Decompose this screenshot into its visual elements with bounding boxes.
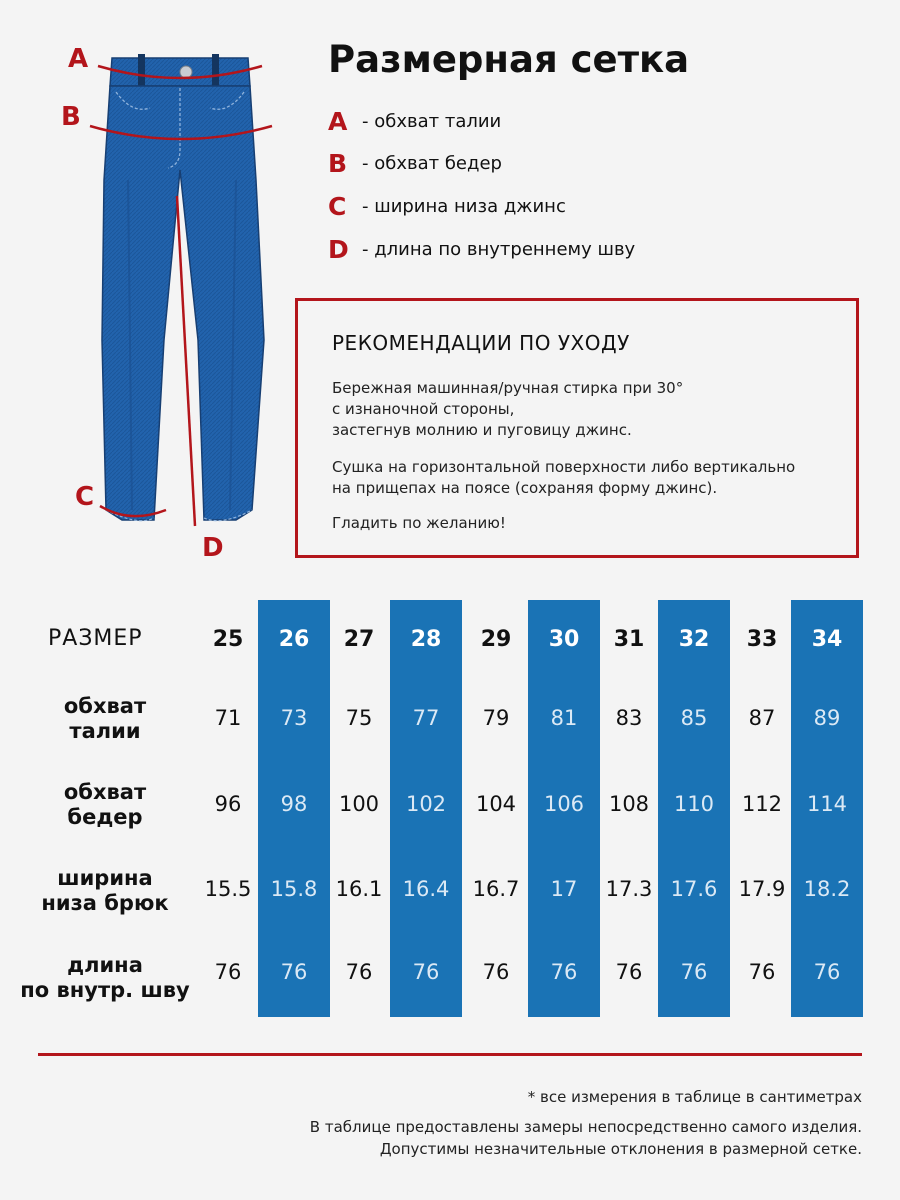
row-label-hem-width: [0, 866, 210, 916]
legend-text: - обхват бедер: [362, 152, 502, 174]
legend-item-b: [328, 146, 502, 180]
legend-item-c: [328, 189, 566, 223]
size-header-cell: 28: [410, 627, 442, 652]
row-label-line: низа брюк: [41, 891, 169, 915]
table-cell: 104: [475, 792, 517, 816]
table-cell: 98: [280, 792, 308, 816]
table-cell: 76: [550, 960, 578, 984]
table-cell: 89: [813, 706, 841, 730]
row-label-hips: [0, 780, 210, 830]
size-header-cell: 32: [678, 627, 710, 652]
note-tolerance: Допустимы незначительные отклонения в размерной сетке.: [379, 1140, 862, 1158]
table-cell: 15.5: [204, 877, 252, 901]
table-cell: 79: [482, 706, 510, 730]
care-dry-text: Сушка на горизонтальной поверхности либо вертикально на прищепах на поясе (сохраняя форму джинс).: [332, 458, 796, 497]
table-cell: 71: [214, 706, 242, 730]
table-cell: 75: [345, 706, 373, 730]
note-units: * все измерения в таблице в сантиметрах: [527, 1088, 862, 1106]
table-cell: 16.4: [402, 877, 450, 901]
table-cell: 76: [345, 960, 373, 984]
mark-a-label: A: [68, 44, 89, 74]
care-title: РЕКОМЕНДАЦИИ ПО УХОДУ: [332, 331, 630, 355]
table-cell: 76: [412, 960, 440, 984]
table-cell: 108: [608, 792, 650, 816]
row-label-line: обхват: [63, 694, 147, 718]
table-cell: 17.3: [605, 877, 653, 901]
table-cell: 17.6: [670, 877, 718, 901]
care-wash-text: Бережная машинная/ручная стирка при 30° с изнаночной стороны, застегнув молнию и пуговицу джинс.: [332, 379, 684, 439]
size-header-cell: 33: [746, 627, 778, 652]
legend-letter: A: [328, 106, 348, 136]
size-header-cell: 27: [343, 627, 375, 652]
table-cell: 77: [412, 706, 440, 730]
size-header-cell: 31: [613, 627, 645, 652]
legend-letter: D: [328, 234, 349, 264]
table-cell: 112: [741, 792, 783, 816]
table-cell: 114: [806, 792, 848, 816]
legend-item-a: [328, 104, 501, 138]
table-cell: 16.1: [335, 877, 383, 901]
table-cell: 110: [673, 792, 715, 816]
legend-text: - длина по внутреннему шву: [362, 238, 636, 260]
table-cell: 17.9: [738, 877, 786, 901]
table-cell: 76: [615, 960, 643, 984]
size-header-cell: 25: [212, 627, 244, 652]
mark-c-label: C: [75, 482, 95, 512]
table-cell: 16.7: [472, 877, 520, 901]
table-cell: 76: [748, 960, 776, 984]
size-header-cell: 26: [278, 627, 310, 652]
legend-letter: B: [328, 148, 348, 178]
size-header-cell: 29: [480, 627, 512, 652]
mark-b-label: B: [61, 102, 81, 132]
table-cell: 83: [615, 706, 643, 730]
table-cell: 76: [214, 960, 242, 984]
row-label-line: ширина: [57, 866, 153, 890]
table-cell: 85: [680, 706, 708, 730]
table-cell: 81: [550, 706, 578, 730]
size-header-cell: 30: [548, 627, 580, 652]
mark-d-label: D: [202, 533, 224, 563]
legend-letter: C: [328, 191, 347, 221]
row-label-line: бедер: [67, 805, 143, 829]
table-cell: 73: [280, 706, 308, 730]
legend-text: - ширина низа джинс: [362, 195, 566, 217]
table-cell: 106: [543, 792, 585, 816]
table-cell: 96: [214, 792, 242, 816]
table-cell: 76: [280, 960, 308, 984]
table-cell: 76: [813, 960, 841, 984]
table-cell: 18.2: [803, 877, 851, 901]
legend-item-d: [328, 232, 635, 266]
care-iron-text: Гладить по желанию!: [332, 514, 506, 532]
row-label-inseam: [0, 953, 210, 1003]
row-label-line: обхват: [63, 780, 147, 804]
legend-text: - обхват талии: [362, 110, 502, 132]
table-cell: 15.8: [270, 877, 318, 901]
divider: [38, 1053, 862, 1056]
note-measurements: В таблице предоставлены замеры непосредственно самого изделия.: [309, 1118, 862, 1136]
care-recommendations-box: [295, 298, 859, 558]
table-cell: 100: [338, 792, 380, 816]
page-title: Размерная сетка: [328, 38, 690, 81]
table-cell: 76: [482, 960, 510, 984]
table-cell: 76: [680, 960, 708, 984]
row-label-waist: [0, 694, 210, 744]
row-label-line: по внутр. шву: [20, 978, 190, 1002]
row-label-line: талии: [69, 719, 141, 743]
size-row-label: РАЗМЕР: [48, 626, 143, 651]
table-cell: 87: [748, 706, 776, 730]
size-header-cell: 34: [811, 627, 843, 652]
table-cell: 102: [405, 792, 447, 816]
table-cell: 17: [550, 877, 578, 901]
row-label-line: длина: [67, 953, 143, 977]
